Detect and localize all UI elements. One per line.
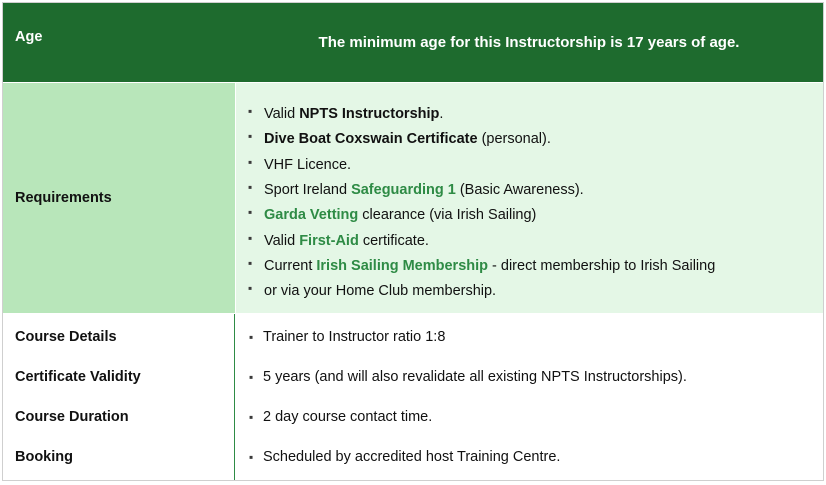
requirement-item: ▪ Current Irish Sailing Membership - direct membership to Irish Sailing xyxy=(246,257,813,276)
row-label-requirements: Requirements xyxy=(15,190,112,206)
requirements-list xyxy=(246,105,813,301)
detail-value: ▪ 5 years (and will also revalidate all existing NPTS Instructorships). xyxy=(249,366,823,400)
table-row-age xyxy=(3,3,823,83)
requirement-highlight: NPTS Instructorship xyxy=(299,106,440,122)
detail-label: Course Details xyxy=(15,329,117,345)
requirement-item: ▪ Valid First-Aid certificate. xyxy=(246,232,813,251)
row-value-requirements xyxy=(235,83,823,313)
requirement-highlight: First-Aid xyxy=(299,232,359,249)
detail-value: ▪ Scheduled by accredited host Training Centre. xyxy=(249,446,823,480)
requirement-item: ▪ VHF Licence. xyxy=(246,156,813,175)
requirement-item: ▪ Sport Ireland Safeguarding 1 (Basic Awareness). xyxy=(246,181,813,200)
course-requirements-table xyxy=(2,2,824,481)
detail-label: Certificate Validity xyxy=(15,369,141,385)
detail-value: ▪ 2 day course contact time. xyxy=(249,406,823,440)
table-row-requirements xyxy=(3,83,823,314)
requirement-highlight: Safeguarding 1 xyxy=(351,182,456,199)
details-value-column xyxy=(235,314,823,480)
requirement-highlight: Garda Vetting xyxy=(264,207,359,224)
table-details-block xyxy=(3,314,823,480)
row-value-age: The minimum age for this Instructorship is 17 years of age. xyxy=(318,34,740,51)
details-label-column xyxy=(3,314,235,480)
requirement-item: ▪ or via your Home Club membership. xyxy=(246,282,813,301)
requirement-highlight: Irish Sailing Membership xyxy=(316,258,489,275)
detail-value: ▪ Trainer to Instructor ratio 1:8 xyxy=(249,326,823,360)
detail-label: Booking xyxy=(15,449,73,465)
row-label-age: Age xyxy=(15,29,43,45)
requirement-item: ▪ Valid NPTS Instructorship. xyxy=(246,105,813,124)
requirement-highlight: Dive Boat Coxswain Certificate xyxy=(264,131,478,148)
detail-label: Course Duration xyxy=(15,409,129,425)
requirement-item: ▪ Dive Boat Coxswain Certificate (personal). xyxy=(246,130,813,149)
requirement-item: ▪ Garda Vetting clearance (via Irish Sailing) xyxy=(246,206,813,225)
